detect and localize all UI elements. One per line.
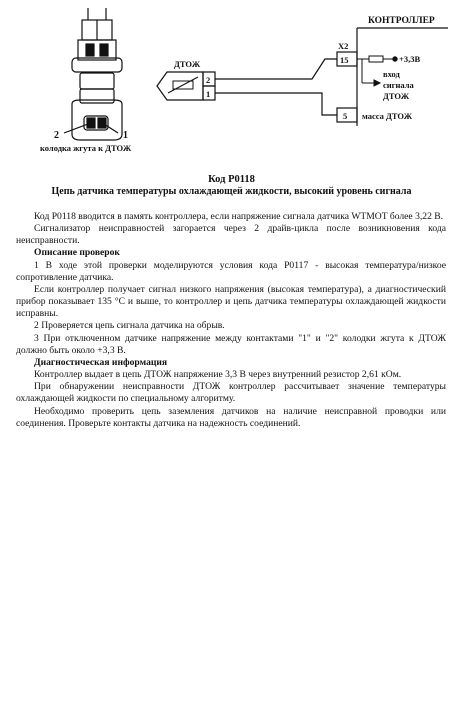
sensor-label: ДТОЖ xyxy=(174,59,201,69)
connector-illustration xyxy=(64,8,122,140)
paragraph: Контроллер выдает в цепь ДТОЖ напряжение 3,3 В через внутренний резистор 2,61 кОм. xyxy=(34,369,402,381)
paragraph: 3 При отключенном датчике напряжение между контактами "1" и "2" колодки жгута к ДТОЖ должно быть около +3,3 В. xyxy=(16,332,446,356)
pin-15-label: 15 xyxy=(340,55,349,65)
paragraph: Сигнализатор неисправностей загорается через 2 драйв-цикла после возникновения кода неисправности. xyxy=(16,223,446,247)
harness-pin-2-label: 2 xyxy=(54,130,59,141)
controller-label: КОНТРОЛЛЕР xyxy=(368,16,435,26)
paragraph: Код P0118 вводится в память контроллера, если напряжение сигнала датчика WTMOT более 3,22 В. xyxy=(34,211,444,222)
pin-5-label: 5 xyxy=(343,111,348,121)
ground-label: масса ДТОЖ xyxy=(362,111,413,121)
document-body xyxy=(16,211,446,430)
connector-label: X2 xyxy=(338,41,349,51)
harness-caption: колодка жгута к ДТОЖ xyxy=(40,143,132,153)
voltage-label: +3,3В xyxy=(399,54,421,64)
paragraph: Если контроллер получает сигнал низкого напряжения (высокая температура), а диагностический прибор показывает 135 °С и выше, то контроллер и цепь датчика температуры охлаждающей жидкости исправны. xyxy=(16,283,446,320)
paragraph: При обнаружении неисправности ДТОЖ контроллер рассчитывает значение температуры охлаждающей жидкости по специальному алгоритму. xyxy=(16,381,446,405)
paragraph: Необходимо проверить цепь заземления датчиков на наличие неисправной проводки или соединения. Проверьте контакты датчика на надежность соединений. xyxy=(16,405,446,429)
main-title: Цепь датчика температуры охлаждающей жидкости, высокий уровень сигнала xyxy=(51,186,412,197)
input-label-line2: сигнала xyxy=(383,80,414,90)
section-heading: Описание проверок xyxy=(34,247,120,259)
section-heading: Диагностическая информация xyxy=(34,356,168,368)
paragraph: 2 Проверяется цепь сигнала датчика на обрыв. xyxy=(34,320,225,332)
wiring-diagram xyxy=(0,0,463,170)
code-title: Код P0118 xyxy=(208,174,255,185)
paragraph: 1 В ходе этой проверки моделируются условия кода P0117 - высокая температура/низкое сопротивление датчика. xyxy=(16,259,446,283)
sensor-pin-1-label: 1 xyxy=(206,89,211,99)
input-label-line3: ДТОЖ xyxy=(383,91,410,101)
wires xyxy=(215,59,337,115)
harness-pin-1-label: 1 xyxy=(123,130,128,141)
sensor-pin-2-label: 2 xyxy=(206,75,211,85)
input-label-line1: вход xyxy=(383,69,400,79)
